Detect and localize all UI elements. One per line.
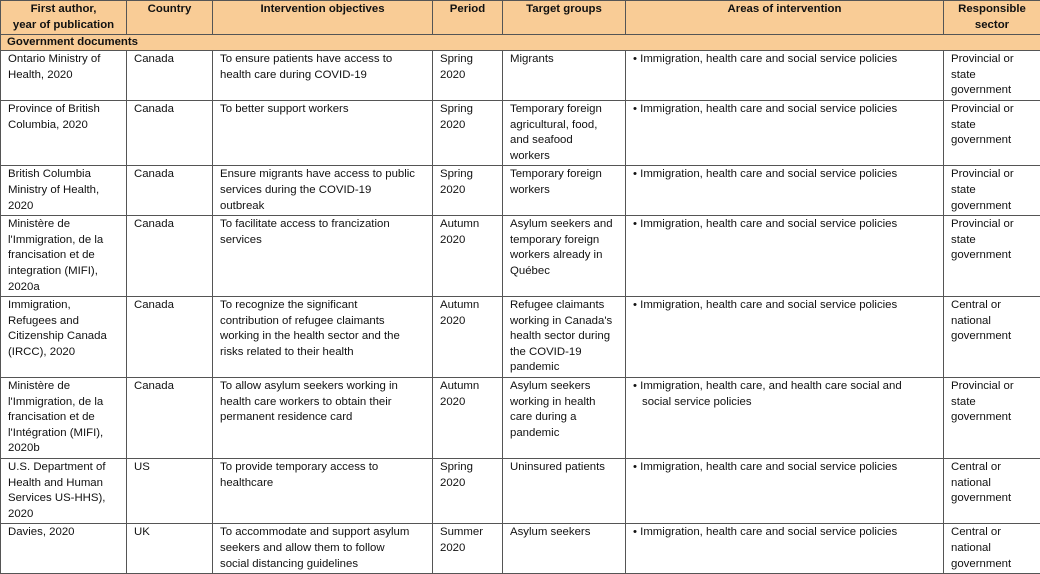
- cell-text: U.S. Department of: [8, 461, 106, 473]
- cell-text: workers: [510, 150, 550, 162]
- cell-text: Spring: [440, 461, 473, 473]
- header-objectives: Intervention objectives: [213, 1, 433, 35]
- area-text: Immigration, health care and social service policies: [640, 526, 897, 538]
- cell-text: Spring: [440, 168, 473, 180]
- area-line: [633, 102, 937, 118]
- cell-country: [127, 524, 213, 574]
- cell-text: Migrants: [510, 53, 554, 65]
- header-author: First author, year of publication: [1, 1, 127, 35]
- cell-target-groups: [503, 297, 626, 378]
- header-row: [1, 1, 1040, 35]
- cell-text: government: [951, 330, 1011, 342]
- cell-text: care during a: [510, 411, 577, 423]
- cell-text: To allow asylum seekers working in: [220, 380, 398, 392]
- cell-author: [1, 100, 127, 165]
- cell-text: agricultural, food,: [510, 119, 597, 131]
- cell-text: 2020: [8, 508, 33, 520]
- section-row: [1, 35, 1040, 51]
- cell-text: 2020b: [8, 442, 40, 454]
- cell-text: Refugees and: [8, 315, 79, 327]
- cell-text: Summer: [440, 526, 483, 538]
- cell-text: Services US-HHS),: [8, 492, 105, 504]
- bullet-icon: •: [633, 168, 640, 180]
- cell-text: workers: [510, 184, 550, 196]
- cell-text: francisation et de: [8, 249, 95, 261]
- cell-author: [1, 166, 127, 216]
- cell-author: [1, 378, 127, 459]
- area-line: [633, 52, 937, 68]
- section-title: Government documents: [1, 35, 1040, 51]
- table-row: [1, 459, 1040, 524]
- cell-country: [127, 378, 213, 459]
- cell-areas: [626, 166, 944, 216]
- cell-text: Provincial or: [951, 103, 1014, 115]
- cell-areas: [626, 297, 944, 378]
- cell-text: state: [951, 184, 976, 196]
- cell-target-groups: [503, 166, 626, 216]
- cell-text: Canada: [134, 299, 174, 311]
- cell-text: workers already in: [510, 249, 602, 261]
- cell-country: [127, 51, 213, 101]
- cell-text: working in Canada's: [510, 315, 612, 327]
- cell-areas: [626, 524, 944, 574]
- cell-text: Asylum seekers: [510, 526, 590, 538]
- header-period: Period: [433, 1, 503, 35]
- cell-text: (IRCC), 2020: [8, 346, 75, 358]
- cell-country: [127, 216, 213, 297]
- area-line: [633, 460, 937, 476]
- cell-text: Uninsured patients: [510, 461, 605, 473]
- bullet-icon: •: [633, 218, 640, 230]
- cell-text: l'Immigration, de la: [8, 234, 103, 246]
- cell-text: UK: [134, 526, 150, 538]
- header-target-groups: Target groups: [503, 1, 626, 35]
- cell-target-groups: [503, 524, 626, 574]
- cell-areas: [626, 51, 944, 101]
- cell-text: national: [951, 315, 991, 327]
- cell-objectives: [213, 100, 433, 165]
- area-text: Immigration, health care and social service policies: [640, 53, 897, 65]
- cell-text: healthcare: [220, 477, 273, 489]
- cell-text: To provide temporary access to: [220, 461, 378, 473]
- area-text: Immigration, health care and social service policies: [640, 461, 897, 473]
- cell-text: working in health: [510, 396, 595, 408]
- cell-text: health sector during: [510, 330, 610, 342]
- cell-sector: [944, 166, 1040, 216]
- cell-text: Autumn: [440, 299, 479, 311]
- cell-country: [127, 297, 213, 378]
- cell-sector: [944, 51, 1040, 101]
- cell-author: [1, 216, 127, 297]
- cell-text: 2020: [440, 184, 465, 196]
- cell-objectives: [213, 51, 433, 101]
- cell-text: Columbia, 2020: [8, 119, 88, 131]
- cell-text: 2020: [440, 69, 465, 81]
- cell-text: state: [951, 396, 976, 408]
- cell-period: [433, 216, 503, 297]
- cell-text: services: [220, 234, 262, 246]
- cell-objectives: [213, 297, 433, 378]
- cell-sector: [944, 459, 1040, 524]
- table-row: [1, 216, 1040, 297]
- cell-sector: [944, 297, 1040, 378]
- area-text: Immigration, health care, and health care social and: [640, 380, 902, 392]
- cell-text: government: [951, 411, 1011, 423]
- table-row: [1, 100, 1040, 165]
- table-row: [1, 524, 1040, 574]
- cell-objectives: [213, 459, 433, 524]
- cell-target-groups: [503, 51, 626, 101]
- cell-text: Autumn: [440, 380, 479, 392]
- cell-text: state: [951, 69, 976, 81]
- cell-text: Asylum seekers and: [510, 218, 613, 230]
- cell-period: [433, 524, 503, 574]
- table-row: [1, 51, 1040, 101]
- cell-text: permanent residence card: [220, 411, 352, 423]
- cell-text: government: [951, 249, 1011, 261]
- cell-text: seekers and allow them to follow: [220, 542, 385, 554]
- cell-text: 2020a: [8, 281, 40, 293]
- cell-text: Refugee claimants: [510, 299, 604, 311]
- cell-text: Canada: [134, 168, 174, 180]
- cell-text: British Columbia: [8, 168, 91, 180]
- cell-target-groups: [503, 378, 626, 459]
- cell-text: state: [951, 119, 976, 131]
- cell-text: Health and Human: [8, 477, 103, 489]
- cell-text: 2020: [440, 396, 465, 408]
- cell-sector: [944, 524, 1040, 574]
- cell-text: pandemic: [510, 427, 559, 439]
- cell-text: Immigration,: [8, 299, 71, 311]
- cell-text: Temporary foreign: [510, 103, 602, 115]
- area-text: social service policies: [642, 396, 752, 408]
- cell-text: temporary foreign: [510, 234, 599, 246]
- cell-text: Provincial or: [951, 168, 1014, 180]
- cell-text: To ensure patients have access to: [220, 53, 392, 65]
- cell-country: [127, 166, 213, 216]
- cell-text: Temporary foreign: [510, 168, 602, 180]
- area-text: Immigration, health care and social service policies: [640, 218, 897, 230]
- cell-text: Ensure migrants have access to public: [220, 168, 415, 180]
- cell-text: government: [951, 558, 1011, 570]
- cell-areas: [626, 459, 944, 524]
- cell-target-groups: [503, 100, 626, 165]
- cell-text: To accommodate and support asylum: [220, 526, 409, 538]
- cell-text: services during the COVID-19: [220, 184, 371, 196]
- cell-text: Canada: [134, 380, 174, 392]
- area-text: Immigration, health care and social service policies: [640, 103, 897, 115]
- cell-text: health care during COVID-19: [220, 69, 367, 81]
- cell-text: Québec: [510, 265, 550, 277]
- cell-text: Central or: [951, 299, 1001, 311]
- cell-text: l'Intégration (MIFI),: [8, 427, 103, 439]
- cell-text: 2020: [440, 542, 465, 554]
- cell-text: Provincial or: [951, 53, 1014, 65]
- cell-text: Citizenship Canada: [8, 330, 107, 342]
- cell-text: 2020: [440, 315, 465, 327]
- area-line: [633, 395, 937, 411]
- cell-text: risks related to their health: [220, 346, 354, 358]
- cell-text: government: [951, 134, 1011, 146]
- cell-objectives: [213, 216, 433, 297]
- cell-author: [1, 459, 127, 524]
- cell-text: To recognize the significant: [220, 299, 357, 311]
- cell-target-groups: [503, 459, 626, 524]
- cell-text: national: [951, 542, 991, 554]
- bullet-icon: •: [633, 380, 640, 392]
- cell-text: 2020: [440, 119, 465, 131]
- cell-text: Autumn: [440, 218, 479, 230]
- table-row: [1, 166, 1040, 216]
- cell-text: health care workers to obtain their: [220, 396, 392, 408]
- area-line: [633, 298, 937, 314]
- cell-period: [433, 297, 503, 378]
- cell-sector: [944, 378, 1040, 459]
- cell-text: Asylum seekers: [510, 380, 590, 392]
- cell-sector: [944, 216, 1040, 297]
- cell-text: francisation et de: [8, 411, 95, 423]
- cell-author: [1, 51, 127, 101]
- cell-country: [127, 100, 213, 165]
- cell-text: Provincial or: [951, 218, 1014, 230]
- cell-text: Canada: [134, 103, 174, 115]
- cell-author: [1, 524, 127, 574]
- bullet-icon: •: [633, 103, 640, 115]
- cell-text: Provincial or: [951, 380, 1014, 392]
- header-country: Country: [127, 1, 213, 35]
- cell-text: Health, 2020: [8, 69, 73, 81]
- cell-text: working in the health sector and the: [220, 330, 400, 342]
- cell-period: [433, 378, 503, 459]
- area-line: [633, 167, 937, 183]
- cell-text: outbreak: [220, 200, 264, 212]
- cell-areas: [626, 378, 944, 459]
- cell-text: 2020: [8, 200, 33, 212]
- cell-objectives: [213, 166, 433, 216]
- cell-text: Ontario Ministry of: [8, 53, 100, 65]
- cell-period: [433, 459, 503, 524]
- cell-text: and seafood: [510, 134, 573, 146]
- cell-text: Province of British: [8, 103, 100, 115]
- cell-text: Central or: [951, 461, 1001, 473]
- bullet-icon: •: [633, 526, 640, 538]
- cell-text: US: [134, 461, 150, 473]
- cell-text: To better support workers: [220, 103, 349, 115]
- cell-author: [1, 297, 127, 378]
- cell-areas: [626, 216, 944, 297]
- cell-text: integration (MIFI),: [8, 265, 98, 277]
- cell-text: 2020: [440, 477, 465, 489]
- cell-text: pandemic: [510, 361, 559, 373]
- area-line: [633, 217, 937, 233]
- cell-period: [433, 51, 503, 101]
- cell-text: Spring: [440, 53, 473, 65]
- cell-text: government: [951, 492, 1011, 504]
- cell-areas: [626, 100, 944, 165]
- area-text: Immigration, health care and social service policies: [640, 168, 897, 180]
- cell-text: the COVID-19: [510, 346, 582, 358]
- cell-text: Ministry of Health,: [8, 184, 99, 196]
- cell-text: social distancing guidelines: [220, 558, 358, 570]
- table-row: [1, 297, 1040, 378]
- header-areas: Areas of intervention: [626, 1, 944, 35]
- cell-objectives: [213, 378, 433, 459]
- cell-text: Ministère de: [8, 380, 70, 392]
- cell-text: 2020: [440, 234, 465, 246]
- cell-country: [127, 459, 213, 524]
- area-line: [633, 525, 937, 541]
- cell-text: Central or: [951, 526, 1001, 538]
- header-sector: Responsible sector: [944, 1, 1040, 35]
- cell-text: To facilitate access to francization: [220, 218, 390, 230]
- cell-objectives: [213, 524, 433, 574]
- cell-text: l'Immigration, de la: [8, 396, 103, 408]
- cell-sector: [944, 100, 1040, 165]
- cell-text: Canada: [134, 53, 174, 65]
- cell-text: state: [951, 234, 976, 246]
- cell-period: [433, 166, 503, 216]
- bullet-icon: •: [633, 53, 640, 65]
- cell-text: government: [951, 200, 1011, 212]
- cell-text: government: [951, 84, 1011, 96]
- bullet-icon: •: [633, 299, 640, 311]
- cell-text: Spring: [440, 103, 473, 115]
- cell-target-groups: [503, 216, 626, 297]
- bullet-icon: •: [633, 461, 640, 473]
- cell-text: national: [951, 477, 991, 489]
- cell-text: Canada: [134, 218, 174, 230]
- cell-text: Ministère de: [8, 218, 70, 230]
- table-row: [1, 378, 1040, 459]
- cell-period: [433, 100, 503, 165]
- cell-text: Davies, 2020: [8, 526, 75, 538]
- area-text: Immigration, health care and social service policies: [640, 299, 897, 311]
- area-line: [633, 379, 937, 395]
- cell-text: contribution of refugee claimants: [220, 315, 385, 327]
